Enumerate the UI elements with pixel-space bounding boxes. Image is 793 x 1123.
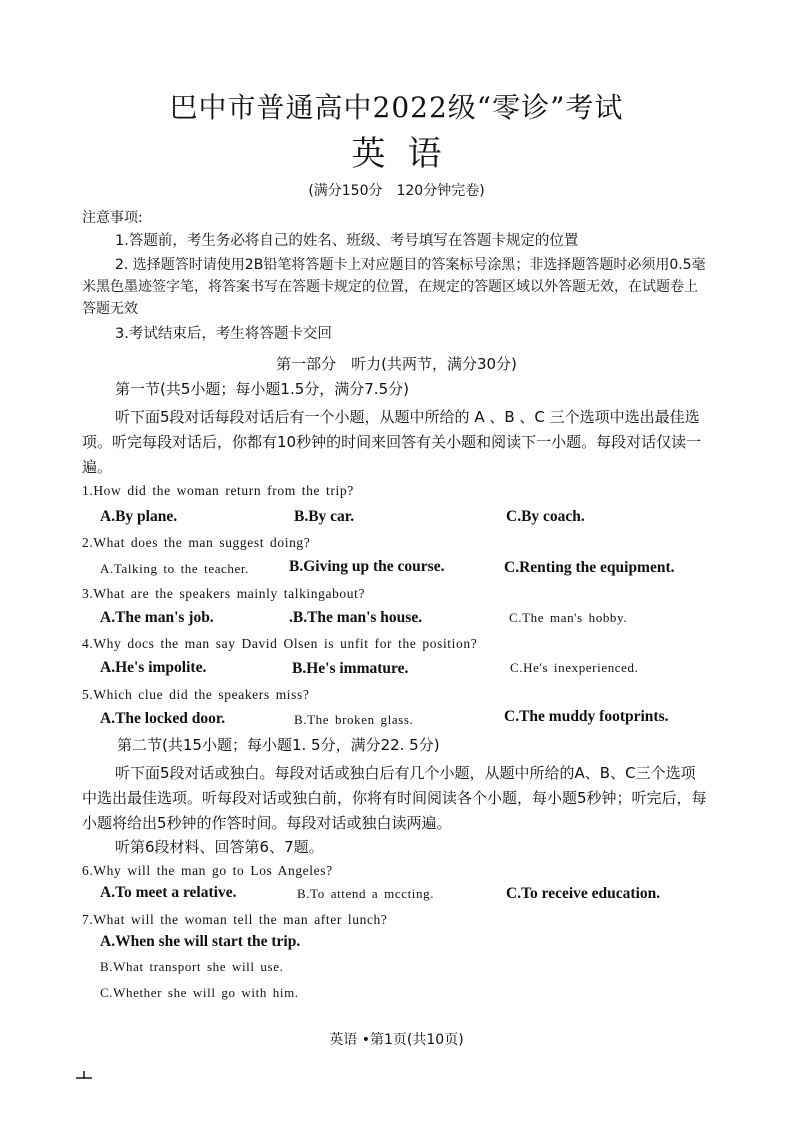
- question-3-stem: 3.What are the speakers mainly talkingabout?: [82, 586, 366, 601]
- note-item-3: 3.考试结束后，考生将答题卡交回: [115, 326, 332, 342]
- question-4-option-c: C.He's inexperienced.: [510, 660, 639, 675]
- question-6-option-c: C.To receive education.: [506, 885, 661, 902]
- page-footer: 英语 •第1页(共10页): [329, 1032, 464, 1048]
- question-1-option-c: C.By coach.: [506, 508, 585, 525]
- question-7-option-b: B.What transport she will use.: [100, 959, 284, 974]
- question-7-option-c: C.Whether she will go with him.: [100, 985, 299, 1000]
- section1-heading: 第一节(共5小题；每小题1.5分，满分7.5分): [115, 380, 409, 398]
- question-3-option-c: C.The man's hobby.: [509, 610, 628, 625]
- question-6-option-b: B.To attend a mccting.: [297, 886, 435, 901]
- question-4-option-b: B.He's immature.: [292, 660, 409, 677]
- question-3-option-a: A.The man's job.: [100, 609, 214, 626]
- question-6-option-a: A.To meet a relative.: [100, 884, 237, 901]
- question-2-option-a: A.Talking to the teacher.: [100, 561, 249, 576]
- question-4-option-a: A.He's impolite.: [100, 659, 207, 676]
- note-item-1: 1.答题前，考生务必将自己的姓名、班级、考号填写在答题卡规定的位置: [115, 233, 579, 249]
- notes-heading: 注意事项:: [82, 210, 143, 226]
- question-1-stem: 1.How did the woman return from the trip?: [82, 483, 354, 498]
- question-2-option-b: B.Giving up the course.: [289, 558, 445, 575]
- question-5-option-b: B.The broken glass.: [294, 712, 414, 727]
- question-3-option-b: .B.The man's house.: [289, 609, 423, 626]
- question-7-option-a: A.When she will start the trip.: [100, 933, 301, 950]
- exam-title: 巴中市普通高中2022级“零诊”考试: [169, 91, 624, 124]
- crop-mark-icon: [76, 1071, 92, 1079]
- question-5-option-a: A.The locked door.: [100, 710, 226, 727]
- section2-material-note: 听第6段材料、回答第6、7题。: [115, 838, 324, 856]
- part1-heading: 第一部分 听力(共两节，满分30分): [276, 355, 517, 373]
- question-2-option-c: C.Renting the equipment.: [504, 559, 675, 576]
- question-7-stem: 7.What will the woman tell the man after lunch?: [82, 912, 388, 927]
- subject-title: 英语: [351, 134, 464, 174]
- section1-instructions: 听下面5段对话每段对话后有一个小题，从题中所给的 A 、B 、C 三个选项中选出最佳选项。听完每段对话后，你都有10秒钟的时间来回答有关小题和阅读下一小题。每段对话仅读一遍。: [82, 408, 702, 476]
- question-1-option-b: B.By car.: [294, 508, 355, 525]
- question-5-stem: 5.Which clue did the speakers miss?: [82, 687, 310, 702]
- question-1-option-a: A.By plane.: [100, 508, 178, 525]
- section2-heading: 第二节(共15小题；每小题1. 5分，满分22. 5分): [117, 736, 440, 754]
- section2-instructions: 听下面5段对话或独白。每段对话或独白后有几个小题，从题中所给的A、B、C三个选项中选出最佳选项。听每段对话或独白前，你将有时间阅读各个小题，每小题5秒钟；听完后，每小题将给出5秒钟的作答时间。每段对话或独白读两遍。: [82, 764, 707, 832]
- note-item-2: 2. 选择题答时请使用2B铅笔将答题卡上对应题目的答案标号涂黑；非选择题答题时必须用0.5毫米黑色墨迹签字笔，将答案书写在答题卡规定的位置，在规定的答题区域以外答题无效，在试题卷上答题无效: [82, 257, 706, 317]
- question-5-option-c: C.The muddy footprints.: [504, 708, 669, 725]
- question-4-stem: 4.Why docs the man say David Olsen is unfit for the position?: [82, 636, 478, 651]
- question-2-stem: 2.What does the man suggest doing?: [82, 535, 311, 550]
- score-info: (满分150分 120分钟完卷): [308, 183, 485, 199]
- question-6-stem: 6.Why will the man go to Los Angeles?: [82, 863, 333, 878]
